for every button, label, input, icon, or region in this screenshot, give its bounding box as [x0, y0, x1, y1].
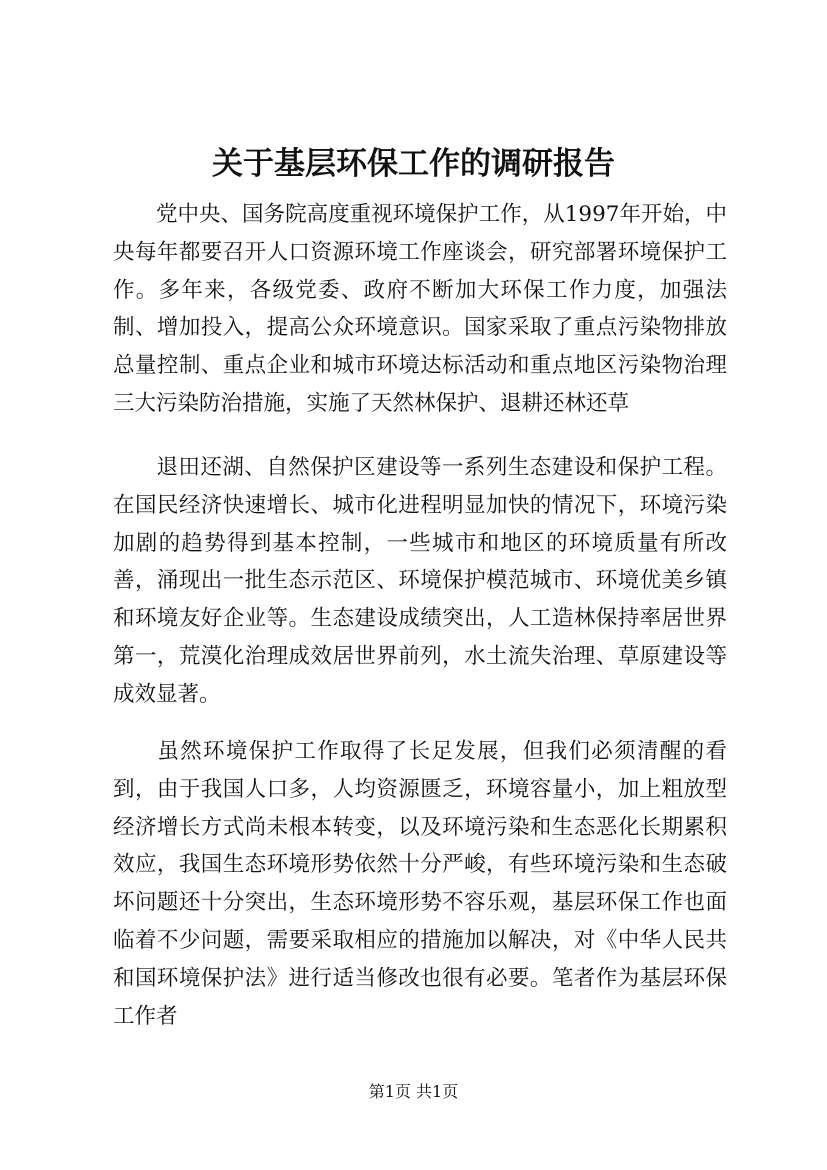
paragraph-3	[113, 733, 727, 1035]
document-title: 关于基层环保工作的调研报告	[212, 146, 615, 182]
paragraph-2	[113, 449, 727, 714]
page-footer: 第1页 共1页	[368, 1082, 459, 1101]
paragraph-1	[113, 196, 727, 423]
paragraph-3-text: 虽然环境保护工作取得了长足发展，但我们必须清醒的看到，由于我国人口多，人均资源匮乏，环境容量小，加上粗放型经济增长方式尚未根本转变，以及环境污染和生态恶化长期累积效应，我国生态环境形势依然十分严峻，有些环境污染和生态破坏问题还十分突出，生态环境形势不容乐观，基层环保工作也面临着不少问题，需要采取相应的措施加以解决，对《中华人民共和国环境保护法》进行适当修改也很有必要。笔者作为基层环保工作者	[113, 739, 727, 1029]
paragraph-2-text: 退田还湖、自然保护区建设等一系列生态建设和保护工程。在国民经济快速增长、城市化进程明显加快的情况下，环境污染加剧的趋势得到基本控制，一些城市和地区的环境质量有所改善，涌现出一批生态示范区、环境保护模范城市、环境优美乡镇和环境友好企业等。生态建设成绩突出，人工造林保持率居世界第一，荒漠化治理成效居世界前列，水土流失治理、草原建设等成效显著。	[113, 455, 727, 707]
paragraph-1-text: 党中央、国务院高度重视环境保护工作，从1997年开始，中央每年都要召开人口资源环境工作座谈会，研究部署环境保护工作。多年来，各级党委、政府不断加大环保工作力度，加强法制、增加投入，提高公众环境意识。国家采取了重点污染物排放总量控制、重点企业和城市环境达标活动和重点地区污染物治理三大污染防治措施，实施了天然林保护、退耕还林还草	[113, 202, 727, 416]
